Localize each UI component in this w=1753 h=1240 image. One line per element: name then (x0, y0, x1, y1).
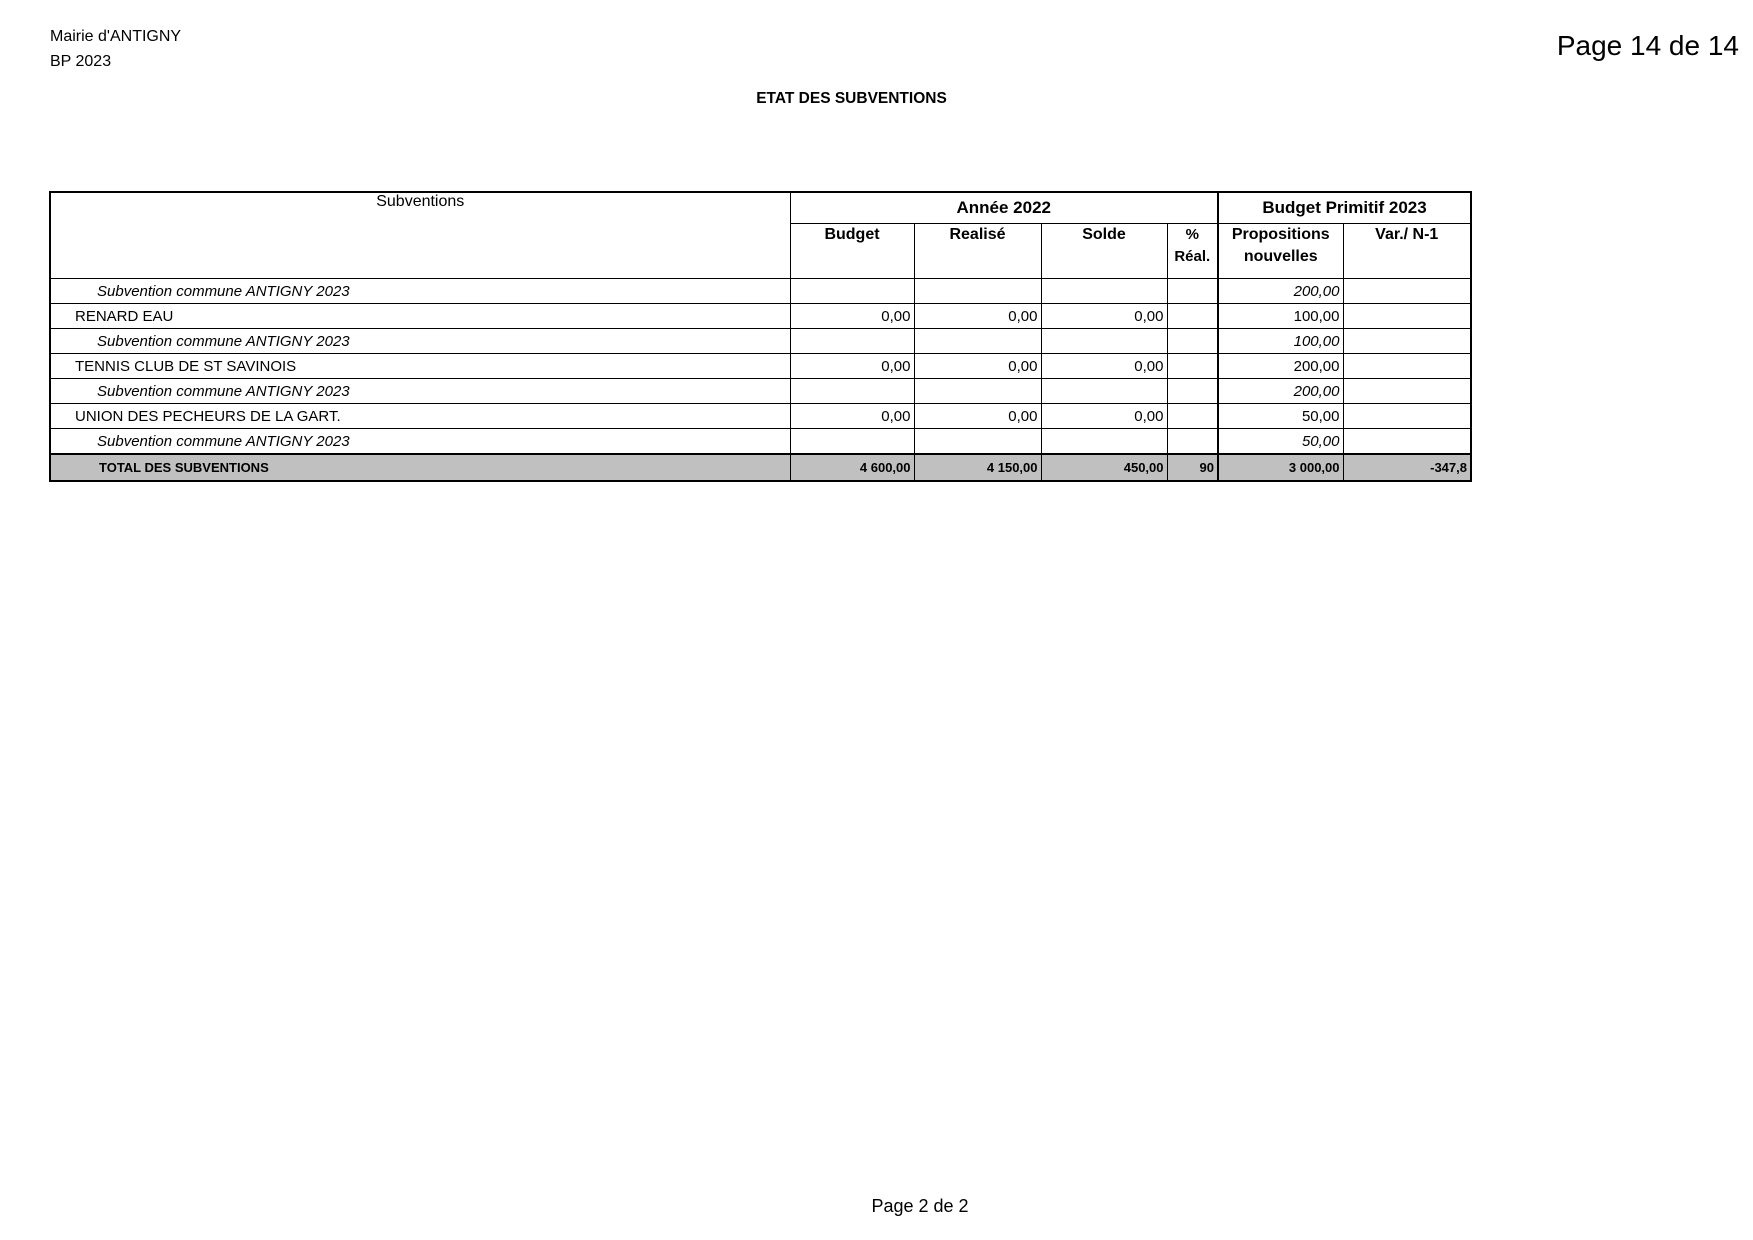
cell-propositions: 200,00 (1218, 354, 1343, 379)
document-title: ETAT DES SUBVENTIONS (756, 90, 947, 107)
table-row (50, 304, 1471, 329)
pct-header-line1: % (1185, 226, 1199, 243)
column-header-pct-real (1167, 224, 1218, 279)
page-footer: Page 2 de 2 (871, 1196, 969, 1216)
table-row (50, 354, 1471, 379)
table-row (50, 429, 1471, 455)
column-header-budget: Budget (790, 224, 914, 279)
cell-name: Subvention commune ANTIGNY 2023 (50, 379, 790, 404)
cell-name: Subvention commune ANTIGNY 2023 (50, 279, 790, 304)
total-budget: 4 600,00 (790, 454, 914, 481)
cell-pct (1167, 404, 1218, 429)
cell-propositions: 50,00 (1218, 404, 1343, 429)
cell-var (1343, 429, 1471, 455)
cell-solde (1041, 379, 1167, 404)
cell-budget: 0,00 (790, 354, 914, 379)
cell-budget: 0,00 (790, 404, 914, 429)
cell-var (1343, 404, 1471, 429)
total-pct: 90 (1167, 454, 1218, 481)
column-header-solde: Solde (1041, 224, 1167, 279)
cell-propositions: 100,00 (1218, 304, 1343, 329)
cell-name: UNION DES PECHEURS DE LA GART. (50, 404, 790, 429)
cell-propositions: 50,00 (1218, 429, 1343, 455)
group-header-budget-primitif: Budget Primitif 2023 (1218, 192, 1471, 224)
cell-budget: 0,00 (790, 304, 914, 329)
cell-pct (1167, 379, 1218, 404)
prop-header-line2: nouvelles (1243, 248, 1318, 265)
cell-solde (1041, 429, 1167, 455)
column-header-subventions: Subventions (50, 192, 790, 279)
column-header-var: Var./ N-1 (1343, 224, 1471, 279)
cell-pct (1167, 279, 1218, 304)
pct-header-line2: Réal. (1174, 248, 1211, 265)
cell-var (1343, 329, 1471, 354)
column-header-propositions (1218, 224, 1343, 279)
cell-name: Subvention commune ANTIGNY 2023 (50, 429, 790, 455)
cell-budget (790, 329, 914, 354)
cell-realise (914, 329, 1041, 354)
cell-var (1343, 379, 1471, 404)
total-var: -347,8 (1343, 454, 1471, 481)
table-row (50, 329, 1471, 354)
cell-var (1343, 354, 1471, 379)
cell-pct (1167, 354, 1218, 379)
total-propositions: 3 000,00 (1218, 454, 1343, 481)
page-indicator: Page 14 de 14 (1556, 30, 1739, 61)
cell-name: TENNIS CLUB DE ST SAVINOIS (50, 354, 790, 379)
cell-budget (790, 279, 914, 304)
cell-solde: 0,00 (1041, 304, 1167, 329)
cell-pct (1167, 329, 1218, 354)
total-label: TOTAL DES SUBVENTIONS (50, 454, 790, 481)
total-realise: 4 150,00 (914, 454, 1041, 481)
subventions-table (49, 191, 1472, 482)
cell-budget (790, 379, 914, 404)
cell-realise: 0,00 (914, 354, 1041, 379)
table-row (50, 404, 1471, 429)
total-row (50, 454, 1471, 481)
cell-realise (914, 429, 1041, 455)
cell-solde (1041, 329, 1167, 354)
cell-propositions: 200,00 (1218, 279, 1343, 304)
cell-var (1343, 279, 1471, 304)
cell-name: Subvention commune ANTIGNY 2023 (50, 329, 790, 354)
table-row (50, 279, 1471, 304)
cell-pct (1167, 429, 1218, 455)
cell-budget (790, 429, 914, 455)
cell-var (1343, 304, 1471, 329)
cell-solde: 0,00 (1041, 404, 1167, 429)
cell-realise: 0,00 (914, 404, 1041, 429)
cell-propositions: 100,00 (1218, 329, 1343, 354)
cell-solde (1041, 279, 1167, 304)
document-header (50, 24, 181, 74)
cell-pct (1167, 304, 1218, 329)
budget-label: BP 2023 (50, 53, 112, 70)
column-header-realise: Realisé (914, 224, 1041, 279)
total-solde: 450,00 (1041, 454, 1167, 481)
cell-realise (914, 379, 1041, 404)
cell-realise: 0,00 (914, 304, 1041, 329)
prop-header-line1: Propositions (1231, 226, 1330, 243)
cell-solde: 0,00 (1041, 354, 1167, 379)
table-row (50, 379, 1471, 404)
organization-name: Mairie d'ANTIGNY (50, 28, 182, 45)
cell-realise (914, 279, 1041, 304)
group-header-annee-2022: Année 2022 (790, 192, 1218, 224)
cell-name: RENARD EAU (50, 304, 790, 329)
cell-propositions: 200,00 (1218, 379, 1343, 404)
